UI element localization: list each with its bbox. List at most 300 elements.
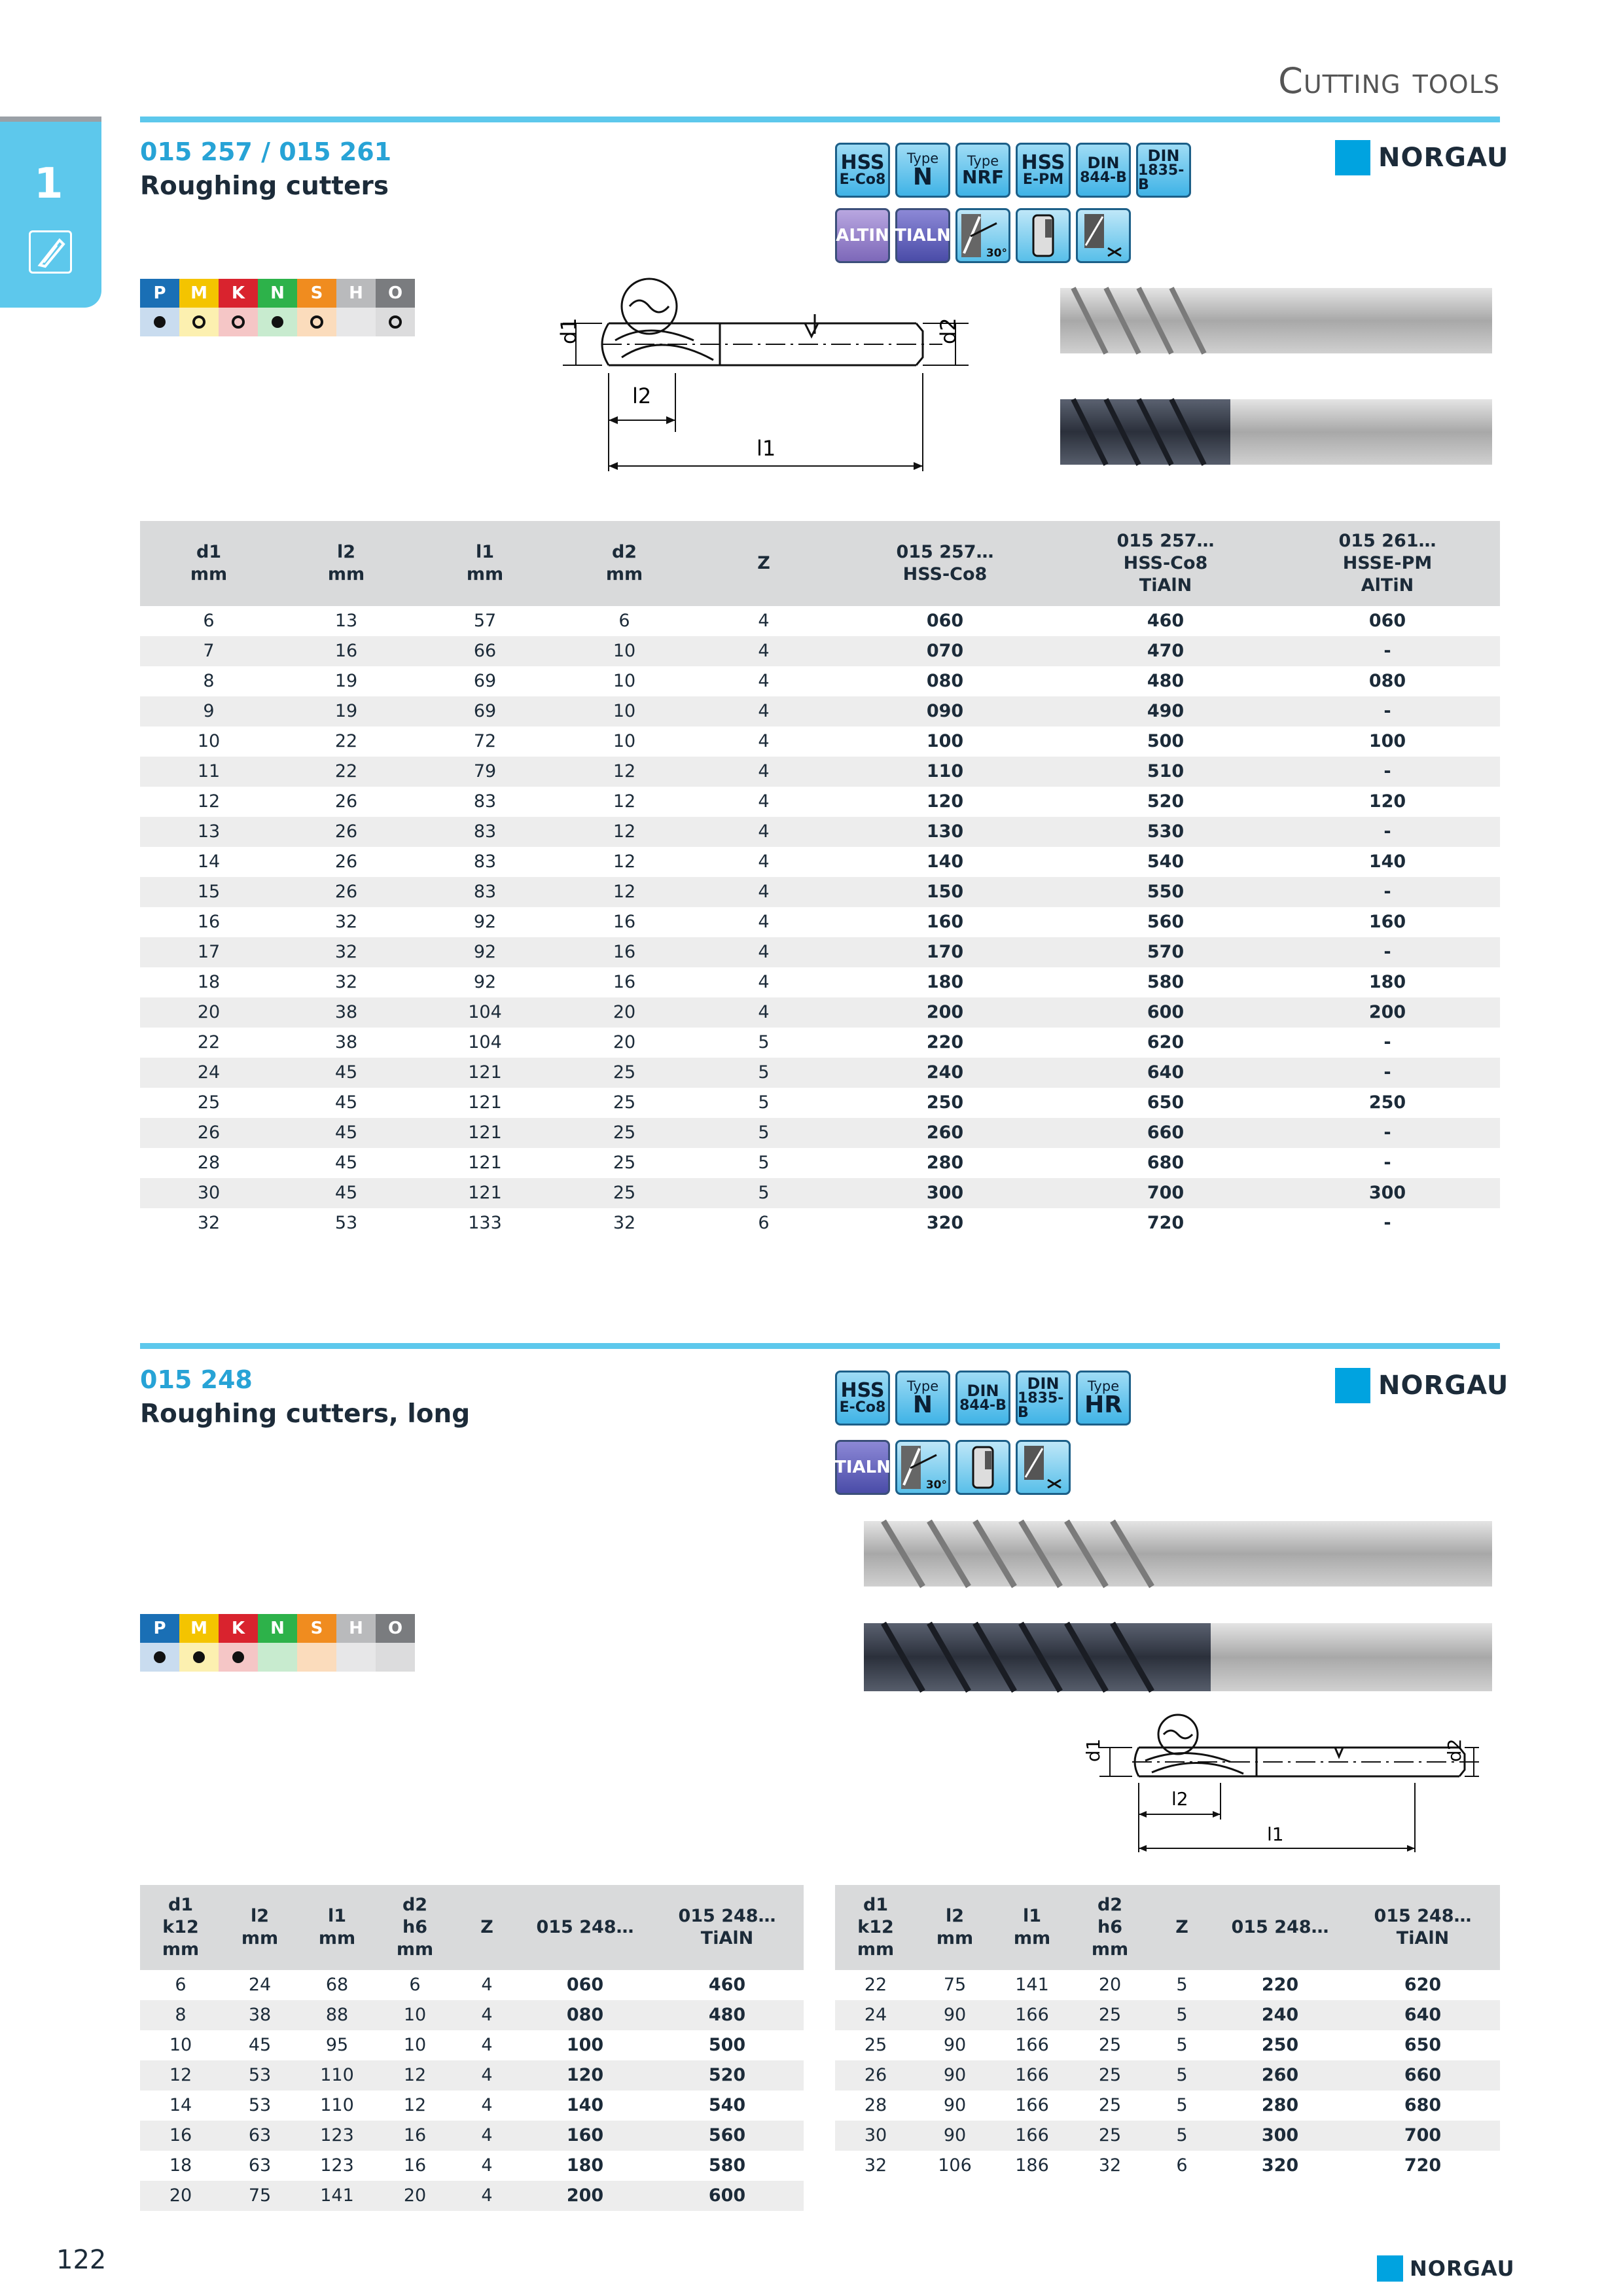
table-cell: 72	[473, 731, 497, 751]
table-cell: 69	[473, 671, 497, 691]
table-row	[140, 606, 1500, 636]
table-cell: 16	[555, 937, 694, 967]
table-cell: 17	[140, 937, 277, 967]
table-cell: 620	[1147, 1032, 1185, 1052]
spec-badge-top: DIN	[1147, 147, 1180, 165]
table-cell: 38	[334, 1032, 358, 1052]
spec-badge-bottom: E-Co8	[839, 1399, 886, 1416]
table-row	[140, 1208, 1500, 1238]
spec-badge	[1136, 143, 1191, 198]
table-cell: -	[1275, 877, 1500, 907]
table-cell: 121	[415, 1118, 555, 1148]
table-cell: 5	[1176, 2095, 1188, 2115]
table-cell: 53	[334, 1213, 358, 1233]
material-group-h: H	[336, 1614, 376, 1643]
table-row	[140, 967, 1500, 997]
table-cell: 080	[1368, 671, 1406, 691]
table-cell: 640	[1346, 2000, 1500, 2030]
dim-d2-label: d2	[936, 317, 961, 344]
spec-badge-top: DIN	[1087, 154, 1120, 172]
table-row	[835, 2030, 1500, 2060]
table-cell: 150	[834, 877, 1056, 907]
table-cell: 166	[1015, 2035, 1049, 2055]
table-cell: 5	[1176, 2035, 1188, 2055]
column-header: d2 mm	[555, 521, 694, 606]
table-cell: 200	[1275, 997, 1500, 1028]
table-row	[835, 2151, 1500, 2181]
table-cell: 560	[651, 2121, 804, 2151]
table-cell: 24	[248, 1975, 272, 1995]
helix-angle-label: 30°	[986, 247, 1007, 260]
table-cell: 10	[613, 731, 636, 751]
table-cell: 180	[566, 2155, 604, 2176]
table-cell: 4	[694, 636, 834, 666]
column-header: 015 248…	[1215, 1885, 1346, 1970]
spec-badge-top: DIN	[1027, 1374, 1060, 1393]
table-cell: 24	[835, 2000, 916, 2030]
table-cell: 640	[1056, 1058, 1275, 1088]
table-cell: 160	[926, 912, 964, 932]
table-cell: 28	[197, 1153, 221, 1173]
table-cell: 166	[993, 2060, 1071, 2090]
material-group-n: N	[258, 279, 297, 308]
table-cell: 30	[140, 1178, 277, 1208]
table-cell: 25	[613, 1153, 636, 1173]
table-cell: 4	[454, 2181, 520, 2211]
table-cell: 63	[248, 2155, 272, 2176]
table-cell: 070	[834, 636, 1056, 666]
dim-l1-label: l1	[757, 436, 776, 461]
table-cell: 8	[203, 671, 215, 691]
table-cell: 123	[298, 2121, 376, 2151]
table-cell: 4	[481, 2095, 493, 2115]
table-cell: 540	[708, 2095, 746, 2115]
spec-badge-bottom: NRF	[961, 166, 1005, 188]
table-cell: 300	[1275, 1178, 1500, 1208]
table-cell: 32	[334, 972, 358, 992]
table-cell: 16	[140, 2121, 221, 2151]
column-header: l2 mm	[277, 521, 415, 606]
limited-ring-icon	[192, 315, 205, 329]
section2-material-grid	[140, 1614, 415, 1672]
table-cell: 25	[555, 1178, 694, 1208]
table-cell: 200	[520, 2181, 651, 2211]
table-cell: 19	[334, 671, 358, 691]
table-cell: 121	[468, 1153, 502, 1173]
material-group-h: H	[336, 279, 376, 308]
table-cell: 4	[694, 696, 834, 726]
table-cell: 320	[926, 1213, 964, 1233]
table-cell: 530	[1056, 817, 1275, 847]
spec-badge	[895, 1371, 950, 1426]
table-cell: 16	[197, 912, 221, 932]
table-cell: 25	[613, 1092, 636, 1113]
table-cell: 5	[758, 1153, 770, 1173]
column-header: 015 248… TiAlN	[1346, 1885, 1500, 1970]
table-cell: 26	[277, 877, 415, 907]
table-cell: -	[1383, 1032, 1391, 1052]
dim-l2-label: l2	[1171, 1788, 1188, 1810]
table-cell: 110	[834, 757, 1056, 787]
table-cell: 121	[415, 1058, 555, 1088]
table-cell: 260	[834, 1118, 1056, 1148]
center-cutting-icon	[1076, 208, 1131, 263]
shank-icon	[1016, 208, 1071, 263]
table-cell: 500	[708, 2035, 746, 2055]
table-cell: 240	[1215, 2000, 1346, 2030]
table-cell: 90	[916, 2060, 993, 2090]
chapter-number: 1	[34, 160, 63, 208]
table-cell: 700	[1346, 2121, 1500, 2151]
table-cell: 4	[758, 791, 770, 812]
brand-square-icon	[1335, 1368, 1370, 1403]
table-cell: 260	[1215, 2060, 1346, 2090]
table-cell: 120	[926, 791, 964, 812]
table-cell: 22	[864, 1975, 887, 1995]
table-cell: 080	[926, 671, 964, 691]
spec-badge-bottom: 1835-B	[1138, 162, 1185, 193]
table-cell: 5	[694, 1118, 834, 1148]
table-cell: 500	[1147, 731, 1185, 751]
table-cell: 16	[376, 2121, 454, 2151]
section2-brand-logo	[1335, 1368, 1508, 1403]
table-cell: 180	[926, 972, 964, 992]
spec-badge	[1076, 1371, 1131, 1426]
table-row	[835, 2000, 1500, 2030]
table-cell: 38	[277, 997, 415, 1028]
table-cell: 75	[221, 2181, 298, 2211]
spec-badge-top: Type	[967, 152, 999, 169]
table-cell: -	[1383, 1213, 1391, 1233]
table-cell: 57	[473, 611, 497, 631]
table-cell: 166	[993, 2121, 1071, 2151]
table-cell: -	[1383, 1153, 1391, 1173]
chapter-tab	[0, 117, 101, 308]
dim-l1-label: l1	[1267, 1823, 1284, 1845]
section2-tool-photos	[857, 1512, 1499, 1702]
column-header: 015 257… HSS-Co8 TiAlN	[1056, 521, 1275, 606]
table-cell: 45	[277, 1118, 415, 1148]
spec-badge-bottom: 844-B	[1080, 170, 1127, 186]
table-cell: 104	[415, 997, 555, 1028]
table-cell: 5	[1149, 2000, 1215, 2030]
table-cell: 4	[454, 2060, 520, 2090]
table-cell: 25	[197, 1092, 221, 1113]
material-suitability-h	[336, 1643, 376, 1672]
table-cell: 92	[473, 972, 497, 992]
column-header: Z	[1149, 1885, 1215, 1970]
table-row	[140, 1028, 1500, 1058]
table-cell: 6	[618, 611, 630, 631]
table-cell: 460	[708, 1975, 746, 1995]
table-cell: 45	[277, 1058, 415, 1088]
table-cell: 166	[993, 2000, 1071, 2030]
table-row	[140, 937, 1500, 967]
section2-title: Roughing cutters, long	[140, 1399, 471, 1429]
table-cell: 83	[415, 877, 555, 907]
table-cell: 060	[1368, 611, 1406, 631]
table-cell: 320	[1261, 2155, 1299, 2176]
table-cell: 16	[403, 2155, 427, 2176]
table-cell: 121	[468, 1092, 502, 1113]
table-cell: 580	[708, 2155, 746, 2176]
table-cell: 20	[376, 2181, 454, 2211]
table-cell: 32	[864, 2155, 887, 2176]
table-cell: 720	[1147, 1213, 1185, 1233]
section1-dimension-drawing	[524, 268, 995, 484]
table-cell: 25	[1071, 2121, 1149, 2151]
table-cell: 25	[1071, 2000, 1149, 2030]
table-cell: 080	[520, 2000, 651, 2030]
table-cell: 16	[277, 636, 415, 666]
table-cell: 5	[1176, 1975, 1188, 1995]
table-cell: 580	[1147, 972, 1185, 992]
table-cell: 540	[1147, 852, 1185, 872]
table-cell: 280	[926, 1153, 964, 1173]
table-row	[140, 2090, 804, 2121]
table-cell: 8	[140, 2000, 221, 2030]
material-group-s: S	[297, 279, 336, 308]
table-cell: 25	[1098, 2035, 1122, 2055]
table-cell: 100	[566, 2035, 604, 2055]
table-cell: 20	[140, 997, 277, 1028]
table-cell: 66	[415, 636, 555, 666]
table-cell: 20	[1098, 1975, 1122, 1995]
table-cell: 650	[1404, 2035, 1442, 2055]
table-cell: 12	[197, 791, 221, 812]
table-cell: 660	[1346, 2060, 1500, 2090]
table-cell: 9	[140, 696, 277, 726]
table-cell: -	[1275, 1118, 1500, 1148]
table-cell: 45	[334, 1092, 358, 1113]
spec-badge	[895, 143, 950, 198]
table-row	[140, 757, 1500, 787]
table-row	[140, 817, 1500, 847]
table-cell: 650	[1147, 1092, 1185, 1113]
section1-spec-table	[140, 521, 1500, 1238]
table-cell: 92	[473, 912, 497, 932]
spec-badge-top: HSS	[840, 1379, 885, 1402]
table-cell: 12	[555, 817, 694, 847]
material-group-o: O	[376, 1614, 415, 1643]
table-cell: 4	[758, 972, 770, 992]
table-row	[140, 1088, 1500, 1118]
column-header: 015 248…	[520, 1885, 651, 1970]
table-cell: 700	[1056, 1178, 1275, 1208]
spec-badge-bottom: N	[912, 1391, 933, 1418]
table-row	[140, 907, 1500, 937]
table-cell: 16	[613, 972, 636, 992]
section2-spec-badges	[835, 1371, 1131, 1426]
material-suitability-o	[376, 308, 415, 336]
section1-coating-badges	[835, 208, 1131, 263]
material-suitability-p	[140, 1643, 179, 1672]
table-cell: 53	[221, 2060, 298, 2090]
material-group-k: K	[219, 279, 258, 308]
footer-brand-logo	[1377, 2255, 1515, 2282]
spec-badge	[1016, 143, 1071, 198]
spec-badge	[1016, 1371, 1071, 1426]
table-row	[140, 1058, 1500, 1088]
column-header: l1 mm	[993, 1885, 1071, 1970]
section2-spec-table-right	[835, 1885, 1500, 2181]
table-cell: 10	[613, 671, 636, 691]
material-suitability-m	[179, 308, 219, 336]
table-cell: 133	[468, 1213, 502, 1233]
table-cell: 620	[1404, 1975, 1442, 1995]
table-cell: 69	[415, 696, 555, 726]
table-row	[140, 636, 1500, 666]
section2-code: 015 248	[140, 1365, 253, 1394]
table-cell: -	[1275, 1058, 1500, 1088]
spec-badge	[955, 143, 1010, 198]
table-row	[140, 1118, 1500, 1148]
table-cell: 88	[298, 2000, 376, 2030]
section1-tool-photos	[1047, 281, 1499, 478]
table-cell: 26	[334, 791, 358, 812]
spec-badge	[1076, 143, 1131, 198]
table-cell: 550	[1056, 877, 1275, 907]
table-cell: 600	[651, 2181, 804, 2211]
column-header: l1 mm	[415, 521, 555, 606]
table-cell: 63	[221, 2121, 298, 2151]
table-row	[140, 2030, 804, 2060]
table-row	[140, 2181, 804, 2211]
table-cell: 12	[376, 2060, 454, 2090]
spec-badge	[955, 1371, 1010, 1426]
table-row	[140, 997, 1500, 1028]
table-cell: 26	[334, 852, 358, 872]
table-cell: 10	[403, 2035, 427, 2055]
table-cell: 45	[334, 1153, 358, 1173]
center-cutting-icon	[1016, 1440, 1071, 1495]
table-cell: 4	[758, 852, 770, 872]
section1-material-grid	[140, 279, 415, 336]
table-cell: 22	[197, 1032, 221, 1052]
column-header: 015 261… HSSE-PM AlTiN	[1275, 521, 1500, 606]
table-cell: 4	[454, 2000, 520, 2030]
table-cell: 510	[1056, 757, 1275, 787]
table-cell: 30	[835, 2121, 916, 2151]
table-cell: 250	[1368, 1092, 1406, 1113]
table-cell: 123	[320, 2155, 354, 2176]
material-suitability-n	[258, 1643, 297, 1672]
table-cell: 170	[834, 937, 1056, 967]
table-cell: 22	[334, 731, 358, 751]
material-group-s: S	[297, 1614, 336, 1643]
column-header: d2 h6 mm	[1071, 1885, 1149, 1970]
table-cell: 180	[1368, 972, 1406, 992]
table-cell: 90	[943, 2095, 967, 2115]
table-row	[140, 2060, 804, 2090]
table-cell: 060	[926, 611, 964, 631]
table-cell: 110	[298, 2060, 376, 2090]
material-group-p: P	[140, 1614, 179, 1643]
table-cell: 460	[1147, 611, 1185, 631]
column-header: d1 k12 mm	[140, 1885, 221, 1970]
column-header: d2 h6 mm	[376, 1885, 454, 1970]
table-cell: 200	[834, 997, 1056, 1028]
table-cell: 4	[758, 671, 770, 691]
table-cell: 130	[834, 817, 1056, 847]
table-cell: 250	[1261, 2035, 1299, 2055]
section1-code: 015 257 / 015 261	[140, 137, 392, 166]
suitable-dot-icon	[193, 1651, 205, 1663]
table-row	[140, 2000, 804, 2030]
table-cell: 166	[1015, 2095, 1049, 2115]
table-cell: 140	[1368, 852, 1406, 872]
column-header: l1 mm	[298, 1885, 376, 1970]
table-cell: 83	[473, 791, 497, 812]
table-cell: 32	[613, 1213, 636, 1233]
table-cell: 13	[140, 817, 277, 847]
table-cell: 18	[169, 2155, 192, 2176]
helix-angle-label: 30°	[925, 1479, 947, 1492]
column-header: d1 mm	[140, 521, 277, 606]
table-cell: 75	[943, 1975, 967, 1995]
table-cell: 90	[943, 2035, 967, 2055]
column-header: Z	[694, 521, 834, 606]
table-cell: 570	[1056, 937, 1275, 967]
limited-ring-icon	[310, 315, 323, 329]
table-row	[835, 2121, 1500, 2151]
section2-dimension-drawing	[1073, 1702, 1479, 1859]
table-cell: 24	[140, 1058, 277, 1088]
table-cell: 14	[197, 852, 221, 872]
spec-badge-bottom: N	[912, 163, 933, 190]
table-cell: 090	[834, 696, 1056, 726]
table-row	[140, 1148, 1500, 1178]
header-rule	[140, 117, 1500, 122]
altin-coating-badge: ALTIN	[835, 208, 890, 263]
table-row	[140, 666, 1500, 696]
table-cell: 12	[555, 757, 694, 787]
table-cell: 300	[834, 1178, 1056, 1208]
table-row	[140, 2121, 804, 2151]
table-row	[140, 726, 1500, 757]
table-cell: 4	[454, 2121, 520, 2151]
dim-d1-label: d1	[556, 317, 581, 344]
tialn-coating-badge: TIALN	[835, 1440, 890, 1495]
table-cell: 90	[916, 2121, 993, 2151]
spec-badge-bottom: 1835-B	[1018, 1390, 1064, 1421]
spec-badge-bottom: 844-B	[959, 1397, 1007, 1414]
table-cell: 11	[140, 757, 277, 787]
table-row	[140, 696, 1500, 726]
table-row	[835, 2060, 1500, 2090]
table-cell: -	[1275, 696, 1500, 726]
table-cell: 20	[140, 2181, 221, 2211]
table-cell: 121	[415, 1178, 555, 1208]
table-cell: 4	[481, 2155, 493, 2176]
table-cell: 4	[758, 731, 770, 751]
table-cell: 660	[1056, 1118, 1275, 1148]
suitable-dot-icon	[232, 1651, 244, 1663]
table-cell: 25	[864, 2035, 887, 2055]
table-cell: 6	[758, 1213, 770, 1233]
brand-square-icon	[1377, 2255, 1403, 2282]
table-cell: 5	[1149, 2060, 1215, 2090]
table-cell: 14	[169, 2095, 192, 2115]
section2-spec-table-left	[140, 1885, 804, 2211]
table-cell: 470	[1056, 636, 1275, 666]
page-number: 122	[56, 2245, 107, 2275]
table-cell: 20	[613, 1032, 636, 1052]
table-cell: 4	[758, 912, 770, 932]
table-cell: 600	[1056, 997, 1275, 1028]
suitable-dot-icon	[154, 316, 166, 328]
section1-title: Roughing cutters	[140, 171, 389, 201]
